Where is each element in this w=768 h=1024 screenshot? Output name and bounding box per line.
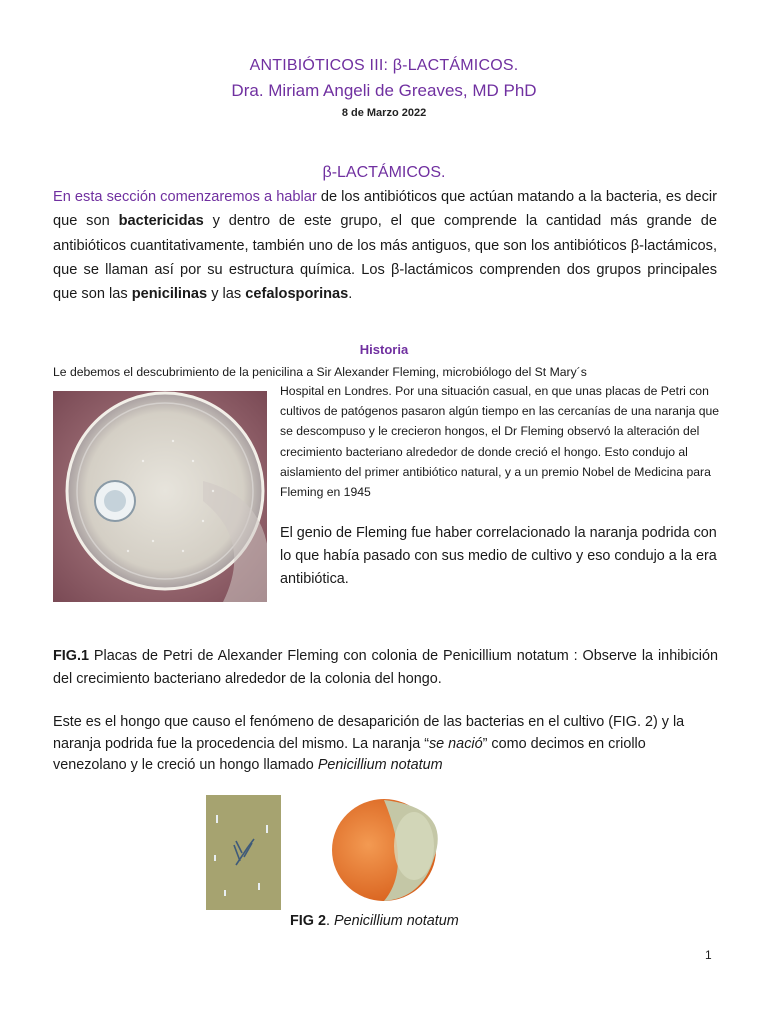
intro-paragraph: En esta sección comenzaremos a hablar de los antibióticos que actúan matando a la bacteria, es decir que son bactericidas y dentro de este grupo, el que comprende la cantidad más grande de antibióticos cuantitativamente, también uno de los más antiguos, que son los antibióticos β-lactámicos, que se llaman así por su estructura química. Los β-lactámicos comprenden dos grupos principales que son las penicilinas y las cefalosporinas. — [53, 189, 717, 303]
fig2-caption: FIG 2. Penicillium notatum — [290, 913, 459, 929]
historia-paragraph-end: El genio de Fleming fue haber correlacionado la naranja podrida con lo que había pasado con sus medio de cultivo y eso condujo a la era antibiótica. — [280, 525, 717, 587]
microscope-image — [206, 795, 281, 910]
rotten-orange-image — [322, 798, 478, 902]
page-number: 1 — [705, 948, 712, 962]
fig1-label: FIG.1 — [53, 648, 89, 664]
petri-dish-image — [53, 391, 267, 602]
intro-highlight: En esta sección comenzaremos a hablar — [53, 189, 317, 205]
document-date: 8 de Marzo 2022 — [341, 107, 427, 119]
fungus-paragraph: Este es el hongo que causo el fenómeno de desaparición de las bacterias en el cultivo (FIG. 2) y la naranja podrida fue la procedencia del mismo. La naranja “se nació” como decimos en criollo venezolano y le creció un hongo llamado Penicillium notatum — [53, 714, 685, 773]
historia-heading: Historia — [359, 342, 409, 357]
author-line: Dra. Miriam Angeli de Greaves, MD PhD — [231, 81, 537, 100]
historia-paragraph: Hospital en Londres. Por una situación casual, en que unas placas de Petri con cultivos de patógenos pasaron algún tiempo en las cercanías de una naranja que se descompuso y le crecieron hongos, el Dr Fleming observó la alteración del crecimiento bacteriano alrededor de donde creció el hongo. Esto condujo al aislamiento del primer antibiótico natural, y a un premio Nobel de Medicina para Fleming en 1945 — [280, 384, 720, 500]
document-title: ANTIBIÓTICOS III: β-LACTÁMICOS. — [249, 57, 519, 74]
historia-first-line: Le debemos el descubrimiento de la penicilina a Sir Alexander Fleming, microbiólogo del St Mary´s — [53, 365, 587, 379]
fig2-label: FIG 2 — [290, 913, 326, 929]
fig1-caption: FIG.1 Placas de Petri de Alexander Fleming con colonia de Penicillium notatum : Observe la inhibición del crecimiento bacteriano alrededor de la colonia del hongo. — [53, 648, 718, 687]
section-heading: β-LACTÁMICOS. — [322, 164, 446, 181]
